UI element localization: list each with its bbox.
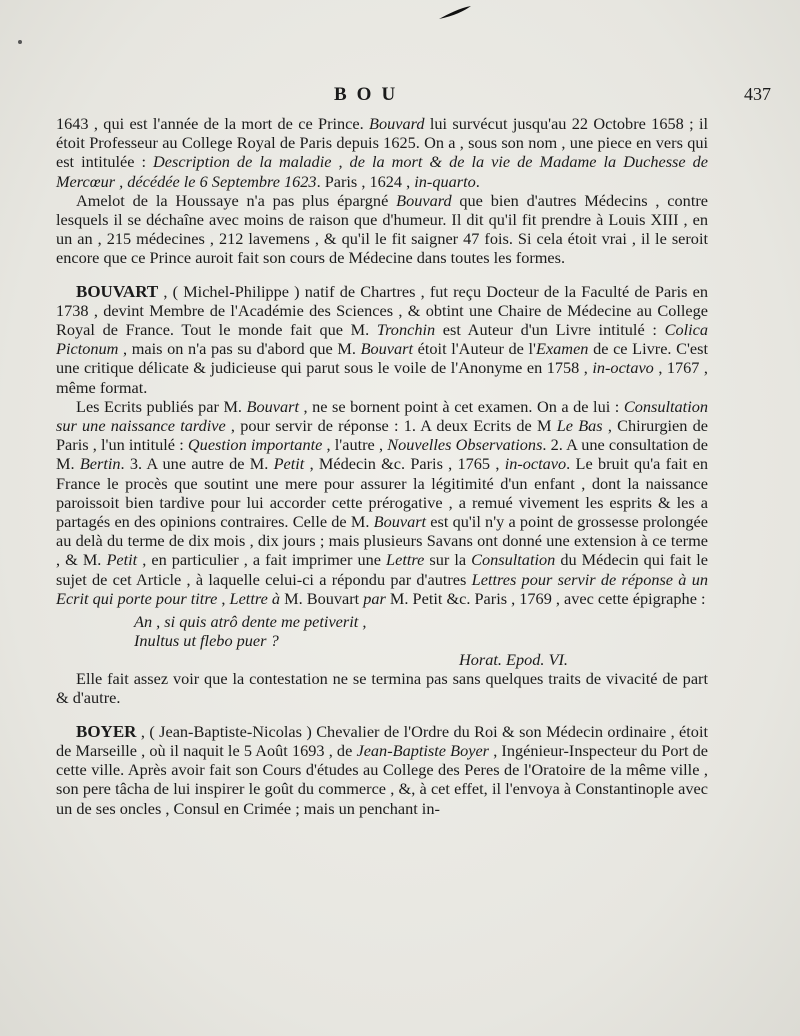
entry-headword: BOYER xyxy=(76,721,137,741)
italic-run: Lettre à xyxy=(229,588,281,608)
page-number: 437 xyxy=(744,84,771,104)
italic-run: Lettres pour servir de réponse à un Ecrit qui porte pour titre xyxy=(56,569,709,608)
italic-run: Tronchin xyxy=(376,320,436,340)
italic-run: in-quarto xyxy=(414,171,476,191)
italic-run: Colica Pictonum xyxy=(56,320,708,359)
italic-run: Jean-Baptiste Boyer xyxy=(356,740,490,760)
italic-run: Petit xyxy=(106,550,138,570)
italic-run: Bouvart xyxy=(360,339,414,359)
verse-line: Inultus ut flebo puer ? xyxy=(134,631,279,651)
italic-run: in-octavo xyxy=(592,358,654,378)
italic-run: Bouvard xyxy=(369,114,425,133)
page-body xyxy=(56,114,708,818)
italic-run: Nouvelles Observations xyxy=(387,435,543,455)
italic-run: Le Bas xyxy=(556,416,603,436)
closing-paragraph: Elle fait assez voir que la contestation ne se termina pas sans quelques traits de vivacité de part & d'autre. xyxy=(56,669,708,708)
italic-run: Bouvart xyxy=(373,512,427,532)
italic-run: Petit xyxy=(273,454,305,474)
running-head: BOU xyxy=(334,84,406,105)
paragraph: BOUVART , ( Michel-Philippe ) natif de Chartres , fut reçu Docteur de la Faculté de Paris en 1738 , devint Membre de l'Académie des Sciences , & obtint une Chaire de Médecine au College Royal de France. Tout le monde fait que M. Tronchin est Auteur d'un Livre intitulé : Colica Pictonum , mais on n'a pas su d'abord que M. Bouvart étoit l'Auteur de l'Examen de ce Livre. C'est une critique délicate & judicieuse qui parut sous le voile de l'Anonyme en 1758 , in-octavo , 1767 , même format. xyxy=(56,281,709,397)
italic-run: in-octavo xyxy=(504,454,567,474)
italic-run: par xyxy=(363,588,386,608)
italic-run: Examen xyxy=(536,339,589,359)
paragraph: 1643 , qui est l'année de la mort de ce Prince. Bouvard lui survécut jusqu'au 22 Octobre 1658 ; il étoit Professeur au College Royal de Paris depuis 1625. On a , sous son nom , une piece en vers qui est intitulée : Description de la maladie , de la mort & de la vie de Madame la Duchesse de Mercœur , décédée le 6 Septembre 1623. Paris , 1624 , in-quarto. xyxy=(56,114,709,191)
italic-run: Consultation xyxy=(471,550,556,570)
entry-headword: BOUVART xyxy=(76,281,159,301)
italic-run: Question importante xyxy=(187,435,323,455)
page-header xyxy=(0,84,800,110)
paragraph: Les Ecrits publiés par M. Bouvart , ne se bornent point à cet examen. On a de lui : Consultation sur une naissance tardive , pour servir de réponse : 1. A deux Ecrits de M Le Bas , Chirurgien de Paris , l'un intitulé : Question importante , l'autre , Nouvelles Observations. 2. A une consultation de M. Bertin. 3. A une autre de M. Petit , Médecin &c. Paris , 1765 , in-octavo. Le bruit qu'a fait en France le procès que soutint une mere pour assurer la légitimité d'un enfant , dont la naissance paroissoit bien tardive pour lui accorder cette prérogative , a remué vivement les esprits & les a partagés en des opinions contraires. Celle de M. Bouvart est qu'il n'y a point de grossesse prolongée au delà du terme de dix mois , dix jours ; mais plusieurs Savans ont donné une extension à ce terme , & M. Petit , en particulier , a fait imprimer une Lettre sur la Consultation du Médecin qui fait le sujet de cet Article , à laquelle celui-ci a répondu par d'autres Lettres pour servir de réponse à un Ecrit qui porte pour titre , Lettre à M. Bouvart par M. Petit &c. Paris , 1769 , avec cette épigraphe : xyxy=(56,396,709,608)
italic-run: Bertin xyxy=(79,454,121,474)
italic-run: Bouvard xyxy=(396,190,452,210)
italic-run: Bouvart xyxy=(246,396,299,416)
verse-line: An , si quis atrô dente me petiverit , xyxy=(134,612,367,632)
ink-speck xyxy=(18,40,22,44)
italic-run: Description de la maladie , de la mort & de la vie de Madame la Duchesse de Mercœur , décédée le 6 Septembre 1623 xyxy=(56,152,709,191)
paragraph: Amelot de la Houssaye n'a pas plus épargné Bouvard que bien d'autres Médecins , contre lesquels il se déchaîne avec moins de raison que d'humeur. Il dit qu'il fit prendre à Louis XIII , en un an , 215 médecines , 212 lavemens , & qu'il le fit saigner 47 fois. Si cela étoit vrai , il le seroit encore que ce Prince auroit fait son cours de Médecine dans toutes les formes. xyxy=(56,190,708,268)
italic-run: Lettre xyxy=(386,550,425,570)
ink-mark-icon xyxy=(438,6,472,20)
italic-run: Consultation sur une naissance tardive xyxy=(56,396,708,436)
paragraph: BOYER , ( Jean-Baptiste-Nicolas ) Chevalier de l'Ordre du Roi & son Médecin ordinaire , étoit de Marseille , où il naquit le 5 Août 1693 , de Jean-Baptiste Boyer , Ingénieur-Inspecteur du Port de cette ville. Après avoir fait son Cours d'études au College des Peres de l'Oratoire de la même ville , son pere tâcha de lui inspirer le goût du commerce , &, à cet effet, il l'envoya à Constantinople avec un de ses oncles , Consul en Crimée ; mais un penchant in- xyxy=(56,721,708,818)
verse-source: Horat. Epod. VI. xyxy=(459,650,568,670)
verse-quote xyxy=(134,612,708,650)
